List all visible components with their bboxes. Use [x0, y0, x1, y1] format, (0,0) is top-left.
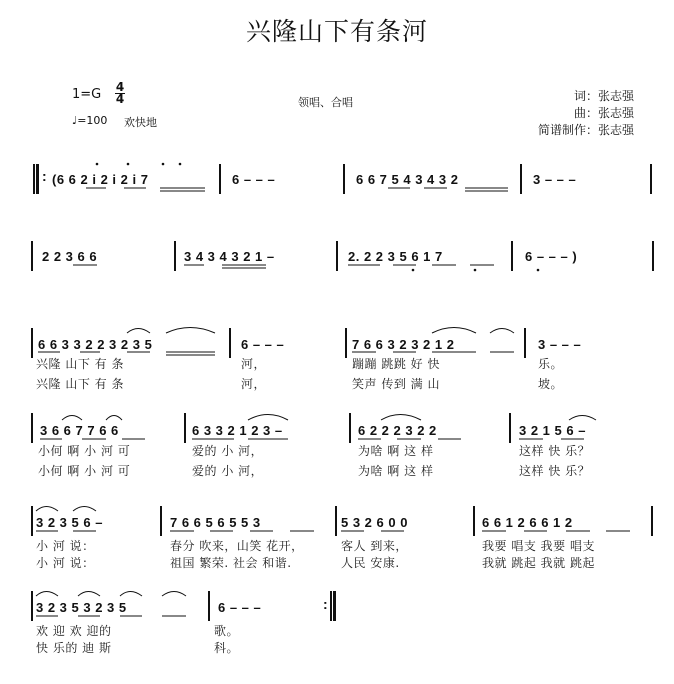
time-signature-bottom: 4: [115, 92, 125, 106]
lyric-verse-1: 为啥 啊 这 样: [358, 444, 434, 458]
measure-notes: 6 3 3 2 1 2 3 –: [192, 423, 283, 438]
measure-notes: 6 6 1 2 6 6 1 2: [482, 515, 573, 530]
measure-notes: 7 6 6 5 6 5 5 3: [170, 515, 261, 530]
measure-notes: 6 – – –: [218, 600, 262, 615]
performance-style: 领唱、合唱: [298, 96, 353, 109]
measure-notes: 6 6 3 3 2 2 3 2 3 5: [38, 337, 153, 352]
measure-notes: 3 – – –: [538, 337, 582, 352]
measure-notes: 6 – – – ): [525, 249, 578, 264]
composer: 曲：张志强: [573, 106, 634, 120]
lyric-verse-1: 我要 唱支 我要 唱支: [482, 539, 595, 553]
lyric-verse-2: 河，: [241, 377, 267, 391]
lyric-verse-2: 这样 快 乐？: [519, 464, 591, 478]
lyric-verse-1: 河，: [241, 357, 267, 371]
lyricist: 词：张志强: [573, 89, 634, 103]
lyric-verse-1: 乐。: [538, 357, 564, 371]
measure-notes: 3 4 3 4 3 2 1 –: [184, 249, 275, 264]
lyric-verse-1: 春分 吹来，山笑 花开，: [170, 539, 304, 553]
measure-notes: 3 2 1 5 6 –: [519, 423, 586, 438]
notation-author: 简谱制作：张志强: [537, 123, 634, 137]
lyric-verse-2: 为啥 啊 这 样: [358, 464, 434, 478]
measure-notes: 6 – – –: [241, 337, 285, 352]
measure-notes: 3 – – –: [533, 172, 577, 187]
lyric-verse-2: 笑声 传到 满 山: [352, 377, 440, 391]
lyric-verse-1: 客人 到来，: [341, 539, 408, 553]
lyric-verse-2: 快 乐的 迪 斯: [36, 641, 112, 655]
repeat-end-dots: :: [323, 596, 329, 612]
measure-notes: 6 2 2 2 3 2 2: [358, 423, 437, 438]
measure-notes: 6 – – –: [232, 172, 276, 187]
lyric-verse-1: 这样 快 乐？: [519, 444, 591, 458]
lyric-verse-2: 我就 跳起 我就 跳起: [482, 556, 595, 570]
measure-notes: 2 2 3 6 6: [42, 249, 98, 264]
measure-notes: 6 6 7 5 4 3 4 3 2: [356, 172, 459, 187]
lyric-verse-2: 祖国 繁荣. 社会 和谐.: [170, 556, 292, 570]
measure-notes: 2. 2 2 3 5 6 1 7: [348, 249, 443, 264]
expression-mark: 欢快地: [124, 116, 157, 129]
tempo-mark: ♩=100: [72, 114, 108, 127]
lyric-verse-2: 科。: [214, 641, 240, 655]
repeat-dots: :: [42, 168, 48, 184]
song-title: 兴隆山下有条河: [245, 17, 428, 46]
lyric-verse-1: 小 河 说：: [36, 539, 95, 553]
lyric-verse-2: 爱的 小 河，: [192, 464, 264, 478]
measure-notes: (6 6 2 i 2 i 2 i 7: [52, 172, 149, 187]
measure-notes: 3 6 6 7 7 6 6: [40, 423, 119, 438]
measure-notes: 7 6 6 3 2 3 2 1 2: [352, 337, 455, 352]
lyric-verse-1: 兴隆 山下 有 条: [36, 357, 124, 371]
measure-notes: 3 2 3 5 3 2 3 5: [36, 600, 127, 615]
measure-notes: 3 2 3 5 6 –: [36, 515, 103, 530]
lyric-verse-2: 兴隆 山下 有 条: [36, 377, 124, 391]
measure-notes: 5 3 2 6 0 0: [341, 515, 408, 530]
lyric-verse-1: 欢 迎 欢 迎的: [36, 624, 112, 638]
lyric-verse-2: 小 河 说：: [36, 556, 95, 570]
lyric-verse-1: 爱的 小 河，: [192, 444, 264, 458]
lyric-verse-2: 坡。: [538, 377, 564, 391]
lyric-verse-2: 小何 啊 小 河 可: [38, 464, 131, 478]
lyric-verse-1: 小何 啊 小 河 可: [38, 444, 131, 458]
lyric-verse-1: 歌。: [214, 624, 240, 638]
key-signature: 1=G: [72, 87, 102, 102]
lyric-verse-1: 蹦蹦 跳跳 好 快: [352, 357, 440, 371]
time-signature-top: 4: [115, 80, 125, 94]
lyric-verse-2: 人民 安康.: [341, 556, 400, 570]
